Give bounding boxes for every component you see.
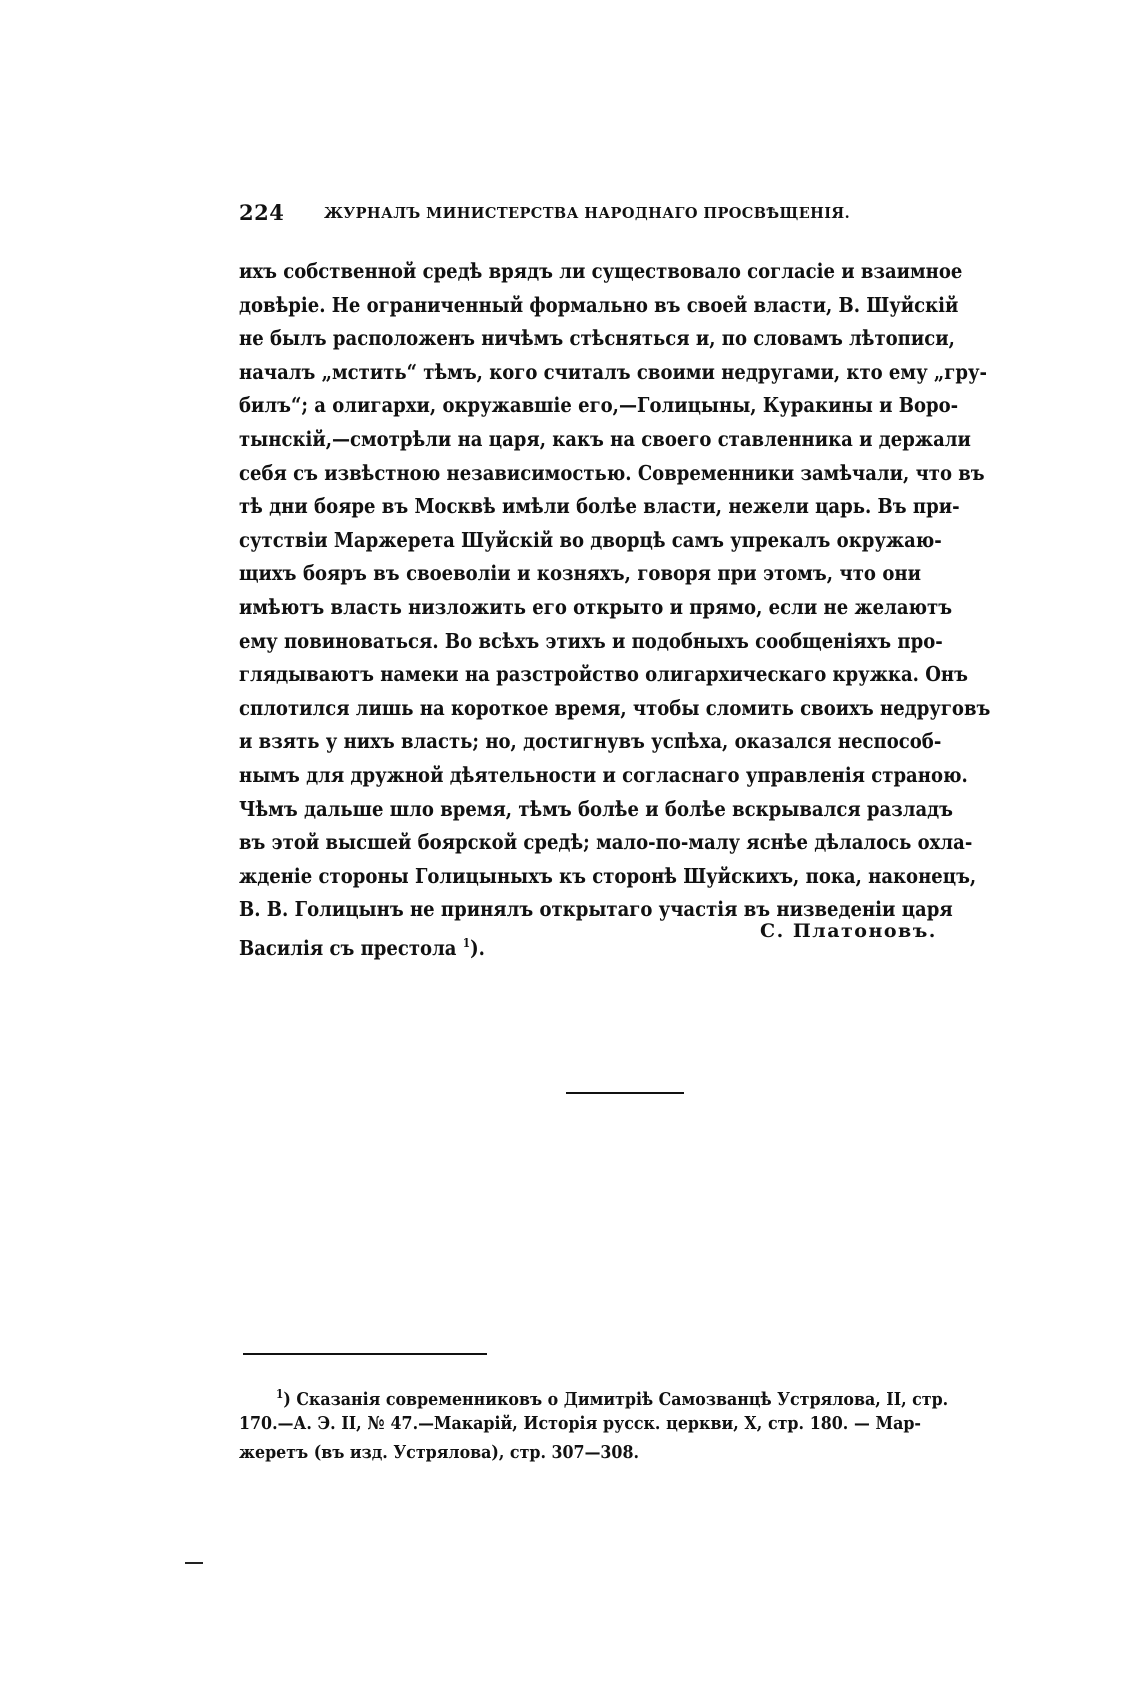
- body-line: жденіе стороны Голицыныхъ къ сторонѣ Шуйскихъ, пока, наконецъ,: [239, 863, 977, 888]
- body-line: тынскій,—смотрѣли на царя, какъ на своего ставленника и держали: [239, 426, 971, 451]
- body-line: билъ“; а олигархи, окружавшіе его,—Голицыны, Куракины и Воро-: [239, 393, 959, 418]
- body-line: В. В. Голицынъ не принялъ открытаго участія въ низведеніи царя: [239, 897, 953, 922]
- footnote-text-1: ) Сказанія современниковъ о Димитріѣ Самозванцѣ Устрялова, II, стр.: [283, 1389, 949, 1410]
- body-line: ему повиноваться. Во всѣхъ этихъ и подобныхъ сообщеніяхъ про-: [239, 628, 943, 653]
- body-line: имѣютъ власть низложить его открыто и прямо, если не желаютъ: [239, 594, 953, 619]
- footnote-line: жеретъ (въ изд. Устрялова), стр. 307—308.: [239, 1442, 639, 1463]
- body-line: началъ „мстить“ тѣмъ, кого считалъ своими недругами, кто ему „гру-: [239, 359, 987, 384]
- footnote-reference: 1: [462, 935, 471, 950]
- footnotes: [239, 1380, 1014, 1467]
- body-line: щихъ бояръ въ своеволіи и козняхъ, говоря при этомъ, что они: [239, 561, 921, 586]
- body-line: Чѣмъ дальше шло время, тѣмъ болѣе и болѣе вскрывался разладъ: [239, 796, 954, 821]
- body-line: глядываютъ намеки на разстройство олигархическаго кружка. Онъ: [239, 662, 968, 687]
- running-title: ЖУРНАЛЪ МИНИСТЕРСТВА НАРОДНАГО ПРОСВѢЩЕНІЯ.: [324, 205, 851, 222]
- last-line-tail: ).: [470, 935, 485, 960]
- body-line: себя съ извѣстною независимостью. Современники замѣчали, что въ: [239, 460, 985, 485]
- body-line: нымъ для дружной дѣятельности и согласнаго управленія страною.: [239, 762, 968, 787]
- body-line: сутствіи Маржерета Шуйскій во дворцѣ самъ упрекалъ окружаю-: [239, 527, 942, 552]
- last-line-text: Василія съ престола: [239, 935, 463, 960]
- section-end-rule: [566, 1092, 684, 1094]
- article-body: [239, 255, 1014, 960]
- author-signature: С. Платоновъ.: [760, 920, 937, 942]
- footnote-line: 170.—А. Э. II, № 47.—Макарій, Исторія русск. церкви, X, стр. 180. — Мар-: [239, 1413, 921, 1434]
- body-line: въ этой высшей боярской средѣ; мало-по-малу яснѣе дѣлалось охла-: [239, 830, 973, 855]
- footnote-separator: [243, 1353, 487, 1355]
- body-line: не былъ расположенъ ничѣмъ стѣсняться и, по словамъ лѣтописи,: [239, 326, 955, 351]
- body-line: сплотился лишь на короткое время, чтобы сломить своихъ недруговъ: [239, 695, 991, 720]
- body-line: ихъ собственной средѣ врядъ ли существовало согласіе и взаимное: [239, 259, 963, 283]
- margin-mark: [185, 1562, 203, 1564]
- body-line: довѣріе. Не ограниченный формально въ своей власти, В. Шуйскій: [239, 292, 959, 317]
- page-number: 224: [239, 200, 285, 225]
- body-line: тѣ дни бояре въ Москвѣ имѣли болѣе власти, нежели царь. Въ при-: [239, 494, 960, 519]
- page-header: [239, 200, 909, 230]
- footnote-line: [239, 1380, 949, 1410]
- footnote-marker: 1: [275, 1387, 284, 1401]
- body-line: и взять у нихъ власть; но, достигнувъ успѣха, оказался неспособ-: [239, 729, 942, 754]
